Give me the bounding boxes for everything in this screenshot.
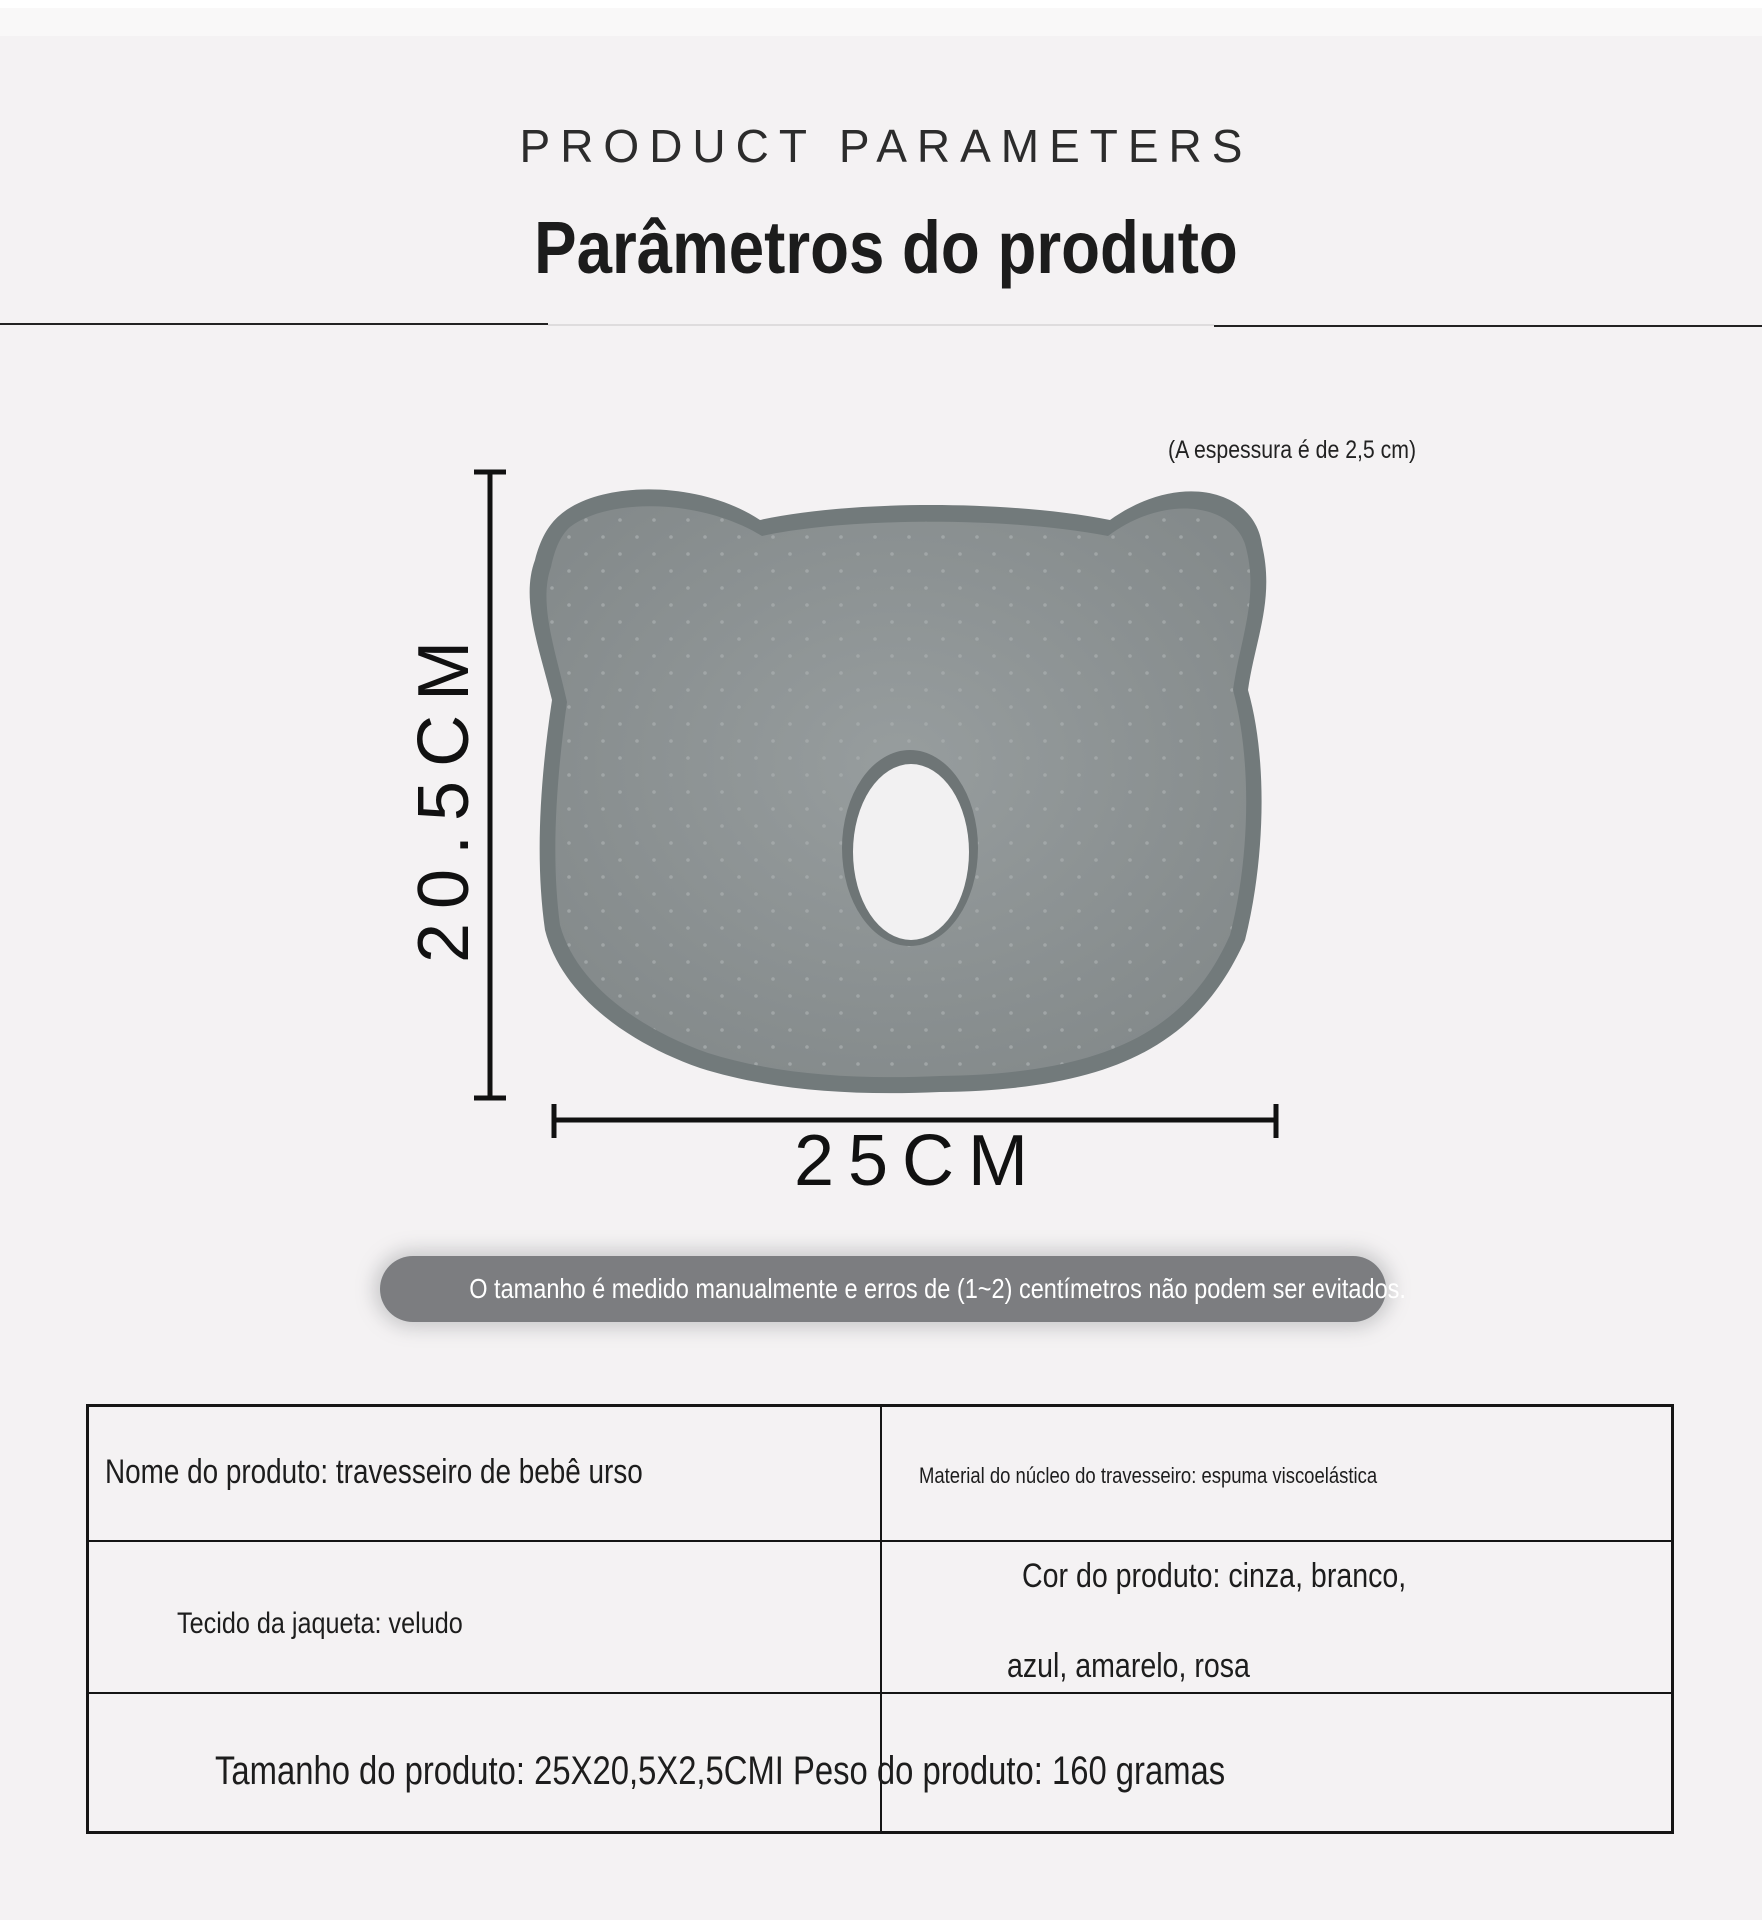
- spec-size-weight: Tamanho do produto: 25X20,5X2,5CMI Peso do produto: 160 gramas: [215, 1749, 1226, 1793]
- heading-portuguese: Parâmetros do produto: [534, 206, 1238, 289]
- spec-color-line2: azul, amarelo, rosa: [1007, 1647, 1250, 1685]
- spec-color-line1: Cor do produto: cinza, branco,: [1022, 1557, 1407, 1595]
- spec-core-material: Material do núcleo do travesseiro: espuma viscoelástica: [919, 1463, 1378, 1488]
- height-label: 20.5CM: [404, 626, 484, 964]
- spec-product-name: Nome do produto: travesseiro de bebê urso: [105, 1453, 643, 1491]
- spec-fabric: Tecido da jaqueta: veludo: [177, 1607, 463, 1640]
- spec-table: [86, 1404, 1674, 1834]
- width-label: 25CM: [793, 1121, 1043, 1201]
- heading-english: PRODUCT PARAMETERS: [519, 120, 1253, 166]
- disclaimer-text: O tamanho é medido manualmente e erros de (1~2) centímetros não podem ser evitados.: [469, 1273, 1406, 1304]
- thickness-note: (A espessura é de 2,5 cm): [1168, 436, 1417, 464]
